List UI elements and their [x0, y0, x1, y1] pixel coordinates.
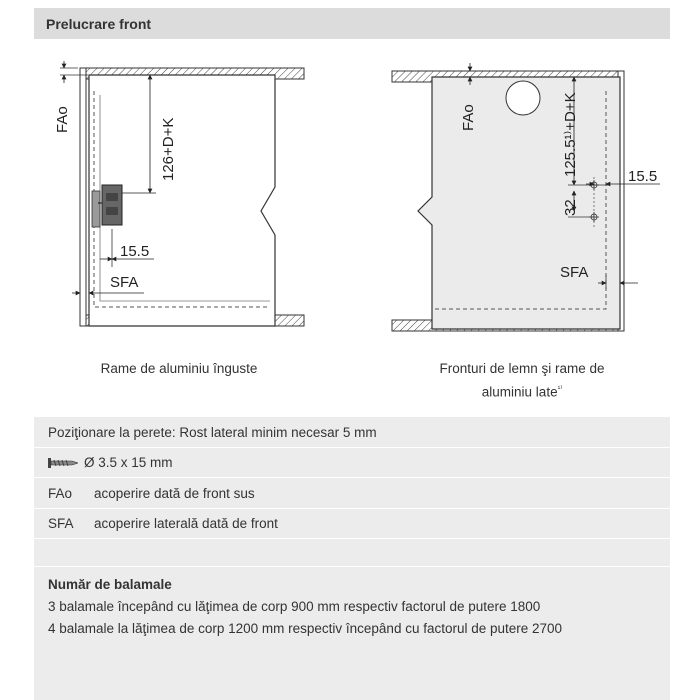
left-vertical-label: 126+D+K: [160, 117, 177, 181]
drawings-svg: [34, 39, 670, 409]
right-vertical-label: 125.5¹⁾+D+K: [562, 92, 579, 177]
screw-row: [34, 447, 670, 477]
left-caption: [64, 359, 294, 379]
left-side-wall: [80, 68, 86, 326]
left-sfa-label: SFA: [110, 274, 139, 291]
right-width-label: 15.5: [628, 168, 658, 185]
fao-definition: [48, 486, 255, 501]
drawings-area: [34, 39, 670, 409]
right-drawing: [392, 63, 660, 331]
right-fao-label: FAo: [460, 104, 477, 131]
right-caption-line2: aluminiu late: [481, 384, 558, 400]
right-caption-line2-wrap: [404, 379, 640, 403]
hinge-cup-circle: [506, 81, 540, 115]
fao-abbr: FAo: [48, 485, 73, 501]
positioning-row: [34, 416, 670, 447]
sfa-desc: acoperire laterală dată de front: [94, 516, 278, 531]
right-sfa-label: SFA: [560, 264, 589, 281]
right-caption-line1: Fronturi de lemn şi rame de: [439, 361, 605, 376]
fao-desc: acoperire dată de front sus: [94, 485, 255, 501]
section-header: [34, 8, 670, 39]
positioning-text: Poziţionare la perete: Rost lateral minim necesar 5 mm: [48, 424, 377, 440]
hinge-icon: [92, 185, 122, 227]
right-caption-note: ¹⁾: [557, 384, 563, 393]
hinge-count-title: Număr de balamale: [48, 577, 172, 592]
sfa-abbr: SFA: [48, 516, 74, 531]
hinge-count-line1: 3 balamale începând cu lăţimea de corp 900 mm respectiv factorul de putere 1800: [48, 599, 541, 614]
left-drawing: [54, 61, 304, 326]
right-caption: [404, 359, 640, 403]
section-title: Prelucrare front: [46, 15, 152, 32]
hinge-count-block: [34, 566, 670, 700]
left-fao-label: FAo: [54, 106, 71, 133]
empty-row: [34, 538, 670, 566]
fao-row: [34, 477, 670, 508]
sfa-row: [34, 508, 670, 538]
sfa-definition: [48, 516, 278, 531]
left-caption-text: Rame de aluminiu înguste: [100, 361, 258, 376]
right-spacing-label: 32: [562, 199, 579, 216]
screw-icon: [48, 457, 78, 469]
left-width-label: 15.5: [120, 243, 150, 260]
screw-spec: Ø 3.5 x 15 mm: [84, 455, 173, 470]
hinge-count-line2: 4 balamale la lăţimea de corp 1200 mm respectiv începând cu factorul de putere 2700: [48, 621, 563, 636]
